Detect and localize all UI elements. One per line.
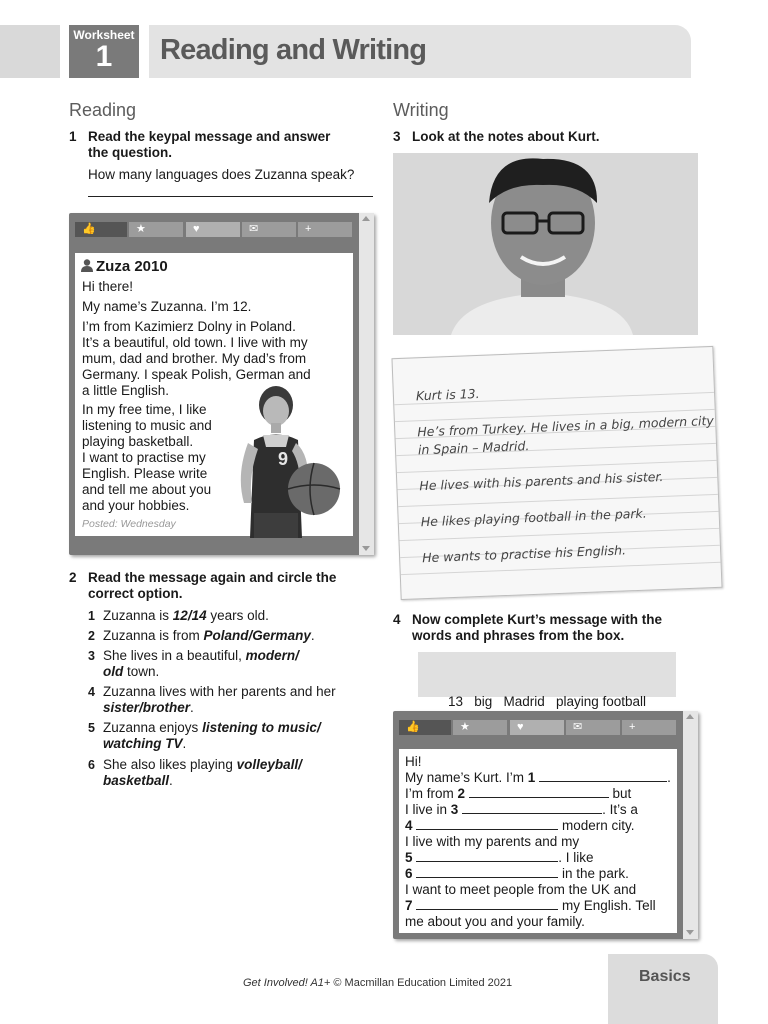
q1-question: How many languages does Zuzanna speak? — [88, 167, 355, 182]
plus-icon: + — [629, 721, 636, 733]
q2-text — [88, 570, 336, 602]
gap-number: 2 — [457, 786, 466, 801]
q1-text-line2: the question. — [88, 145, 172, 160]
option-text-end: . — [182, 736, 187, 751]
tab-message[interactable] — [566, 720, 620, 735]
notes-paper — [391, 346, 722, 600]
gap-number: 4 — [405, 818, 413, 833]
para2-line: I want to practise my — [82, 450, 206, 465]
heart-icon: ♥ — [193, 223, 200, 235]
copyright-text: © Macmillan Education Limited 2021 — [330, 977, 513, 989]
heart-icon: ♥ — [517, 721, 524, 733]
gap-number: 7 — [405, 898, 413, 913]
word-box — [418, 652, 676, 709]
gap-2-blank[interactable] — [469, 787, 609, 798]
gap-1-line — [405, 770, 680, 786]
intro-line: My name’s Zuzanna. I’m 12. — [82, 299, 252, 314]
q1-text — [88, 129, 330, 161]
q3-text: Look at the notes about Kurt. — [412, 129, 600, 144]
q2-option-5[interactable] — [88, 720, 378, 754]
scroll-up-arrow[interactable] — [362, 216, 370, 221]
page-title: Reading and Writing — [160, 34, 427, 66]
writing-heading: Writing — [393, 100, 449, 120]
note-line-4: He lives with his parents and his sister. — [419, 468, 664, 494]
option-text: Zuzanna lives with her parents and her — [103, 684, 336, 699]
option-number: 5 — [88, 721, 95, 735]
header-left-strip — [0, 25, 60, 78]
option-choices-line2[interactable]: watching TV — [103, 736, 183, 751]
text-line: I live with my parents and my — [405, 834, 580, 849]
para2-line: and tell me about you — [82, 482, 212, 497]
gap-4-blank[interactable] — [416, 819, 558, 830]
para1-line: I’m from Kazimierz Dolny in Poland. — [82, 319, 296, 334]
section-tab-label: Basics — [639, 968, 691, 985]
option-choices[interactable]: volleyball/ — [236, 757, 302, 772]
tab-love[interactable] — [510, 720, 564, 735]
option-choices[interactable]: Poland/Germany — [203, 628, 311, 643]
gap-7-blank[interactable] — [416, 899, 558, 910]
text: My name’s Kurt. I’m — [405, 770, 528, 785]
q2-number: 2 — [69, 570, 77, 585]
gap-3-line — [405, 802, 680, 818]
tab-add[interactable] — [298, 222, 352, 237]
gap-1-blank[interactable] — [539, 771, 667, 782]
ruled-line — [398, 494, 718, 507]
option-choices-line2[interactable]: basketball — [103, 773, 170, 788]
text: . — [667, 770, 671, 785]
q2-option-6[interactable] — [88, 757, 378, 791]
title-bar — [149, 25, 691, 78]
user-icon — [81, 259, 93, 272]
copyright — [243, 977, 512, 989]
option-choices[interactable]: 12/14 — [172, 608, 207, 623]
para1-line: a little English. — [82, 383, 170, 398]
option-choices-line2[interactable]: old — [103, 664, 124, 679]
q2-option-4[interactable] — [88, 684, 378, 718]
para1-line: It’s a beautiful, old town. I live with my — [82, 335, 308, 350]
ruled-line — [397, 460, 717, 473]
scroll-down-arrow[interactable] — [686, 930, 694, 935]
gap-2-line — [405, 786, 680, 802]
reading-heading: Reading — [69, 100, 137, 120]
gap-5-blank[interactable] — [416, 851, 558, 862]
q3-number: 3 — [393, 129, 401, 144]
option-number: 4 — [88, 685, 95, 699]
note-line-2: He’s from Turkey. He lives in a big, modern city — [417, 412, 715, 440]
tab-add[interactable] — [622, 720, 676, 735]
section-tab — [608, 954, 718, 1024]
text: in the park. — [558, 866, 629, 881]
text: I live in — [405, 802, 451, 817]
option-text: Zuzanna is — [103, 608, 173, 623]
worksheet-label: Worksheet — [73, 28, 135, 42]
kurt-greeting: Hi! — [405, 754, 422, 769]
username: Zuza 2010 — [96, 258, 168, 275]
q1-text-line1: Read the keypal message and answer — [88, 129, 331, 144]
text: . I like — [558, 850, 594, 865]
note-line-3: in Spain – Madrid. — [417, 438, 530, 458]
option-text-end: . — [310, 628, 315, 643]
option-number: 6 — [88, 758, 95, 772]
q2-option-3[interactable] — [88, 648, 378, 682]
username-row — [81, 258, 168, 275]
gap-number: 3 — [450, 802, 459, 817]
text: my English. Tell — [558, 898, 656, 913]
option-text: She lives in a beautiful, — [103, 648, 246, 663]
scrollbar[interactable] — [683, 711, 698, 939]
q2-text-line2: correct option. — [88, 586, 183, 601]
thumbs-up-icon: 👍 — [82, 223, 96, 235]
para1-line: mum, dad and brother. My dad’s from — [82, 351, 307, 366]
para1-line: Germany. I speak Polish, German and — [82, 367, 311, 382]
worksheet-number: 1 — [95, 40, 113, 73]
q4-text-line2: words and phrases from the box. — [412, 628, 625, 643]
q1-answer-line[interactable] — [88, 196, 373, 197]
text: . It’s a — [602, 802, 638, 817]
option-number: 1 — [88, 609, 95, 623]
svg-text:9: 9 — [278, 449, 289, 469]
girl-photo — [236, 385, 353, 538]
para2-line: English. Please write — [82, 466, 208, 481]
worksheet-badge — [69, 25, 139, 78]
gap-3-blank[interactable] — [462, 803, 602, 814]
thumbs-up-icon: 👍 — [406, 721, 420, 733]
tab-like[interactable] — [75, 222, 127, 237]
note-line-1: Kurt is 13. — [415, 385, 480, 404]
q4-text-line1: Now complete Kurt’s message with the — [412, 612, 663, 627]
greeting: Hi there! — [82, 279, 134, 294]
option-number: 3 — [88, 649, 95, 663]
paragraph-2 — [82, 402, 242, 518]
text: modern city. — [558, 818, 635, 833]
q2-text-line1: Read the message again and circle the — [88, 570, 337, 585]
option-text-end: . — [169, 773, 173, 788]
option-text-end: years old. — [206, 608, 269, 623]
para2-line: listening to music and — [82, 418, 212, 433]
para2-line: playing basketball. — [82, 434, 194, 449]
option-text: She also likes playing — [103, 757, 237, 772]
posted-time: Posted: Wednesday — [82, 518, 176, 530]
scroll-down-arrow[interactable] — [362, 546, 370, 551]
para2-line: In my free time, I like — [82, 402, 207, 417]
option-text-end: town. — [123, 664, 160, 679]
gap-7-line — [405, 898, 680, 914]
book-title: Get Involved! A1+ — [243, 977, 331, 989]
plus-icon: + — [305, 223, 312, 235]
option-choices[interactable]: modern/ — [245, 648, 299, 663]
option-text-end: . — [190, 700, 194, 715]
star-icon: ★ — [460, 721, 470, 733]
q1-number: 1 — [69, 129, 77, 144]
text: I’m from — [405, 786, 458, 801]
option-number: 2 — [88, 629, 95, 643]
scrollbar[interactable] — [359, 213, 374, 555]
kurt-message-text — [405, 754, 680, 930]
word-box-line1: 13 big Madrid playing football — [447, 694, 647, 709]
note-line-5: He likes playing football in the park. — [420, 505, 648, 530]
text: but — [608, 786, 632, 801]
gap-number: 5 — [405, 850, 413, 865]
tab-like[interactable] — [399, 720, 451, 735]
envelope-icon: ✉ — [249, 223, 259, 235]
q4-number: 4 — [393, 612, 401, 627]
gap-5-line — [405, 850, 680, 866]
note-line-6: He wants to practise his English. — [421, 542, 627, 566]
gap-number: 6 — [405, 866, 413, 881]
gap-6-line — [405, 866, 680, 882]
gap-4-line — [405, 818, 680, 834]
scroll-up-arrow[interactable] — [686, 714, 694, 719]
gap-number: 1 — [527, 770, 536, 785]
option-text: Zuzanna is from — [103, 628, 204, 643]
envelope-icon: ✉ — [573, 721, 583, 733]
gap-6-blank[interactable] — [416, 867, 558, 878]
option-choices[interactable]: listening to music/ — [202, 720, 321, 735]
kurt-photo — [393, 153, 698, 335]
tab-message[interactable] — [242, 222, 296, 237]
star-icon: ★ — [136, 223, 146, 235]
option-choices-line2[interactable]: sister/brother — [103, 700, 191, 715]
tab-favourite[interactable] — [129, 222, 183, 237]
q4-text — [412, 612, 662, 644]
text-line: me about you and your family. — [405, 914, 585, 929]
tab-favourite[interactable] — [453, 720, 507, 735]
text-line: I want to meet people from the UK and — [405, 882, 637, 897]
para2-line: and your hobbies. — [82, 498, 190, 513]
tab-love[interactable] — [186, 222, 240, 237]
ruled-line — [399, 528, 719, 541]
option-text: Zuzanna enjoys — [103, 720, 203, 735]
